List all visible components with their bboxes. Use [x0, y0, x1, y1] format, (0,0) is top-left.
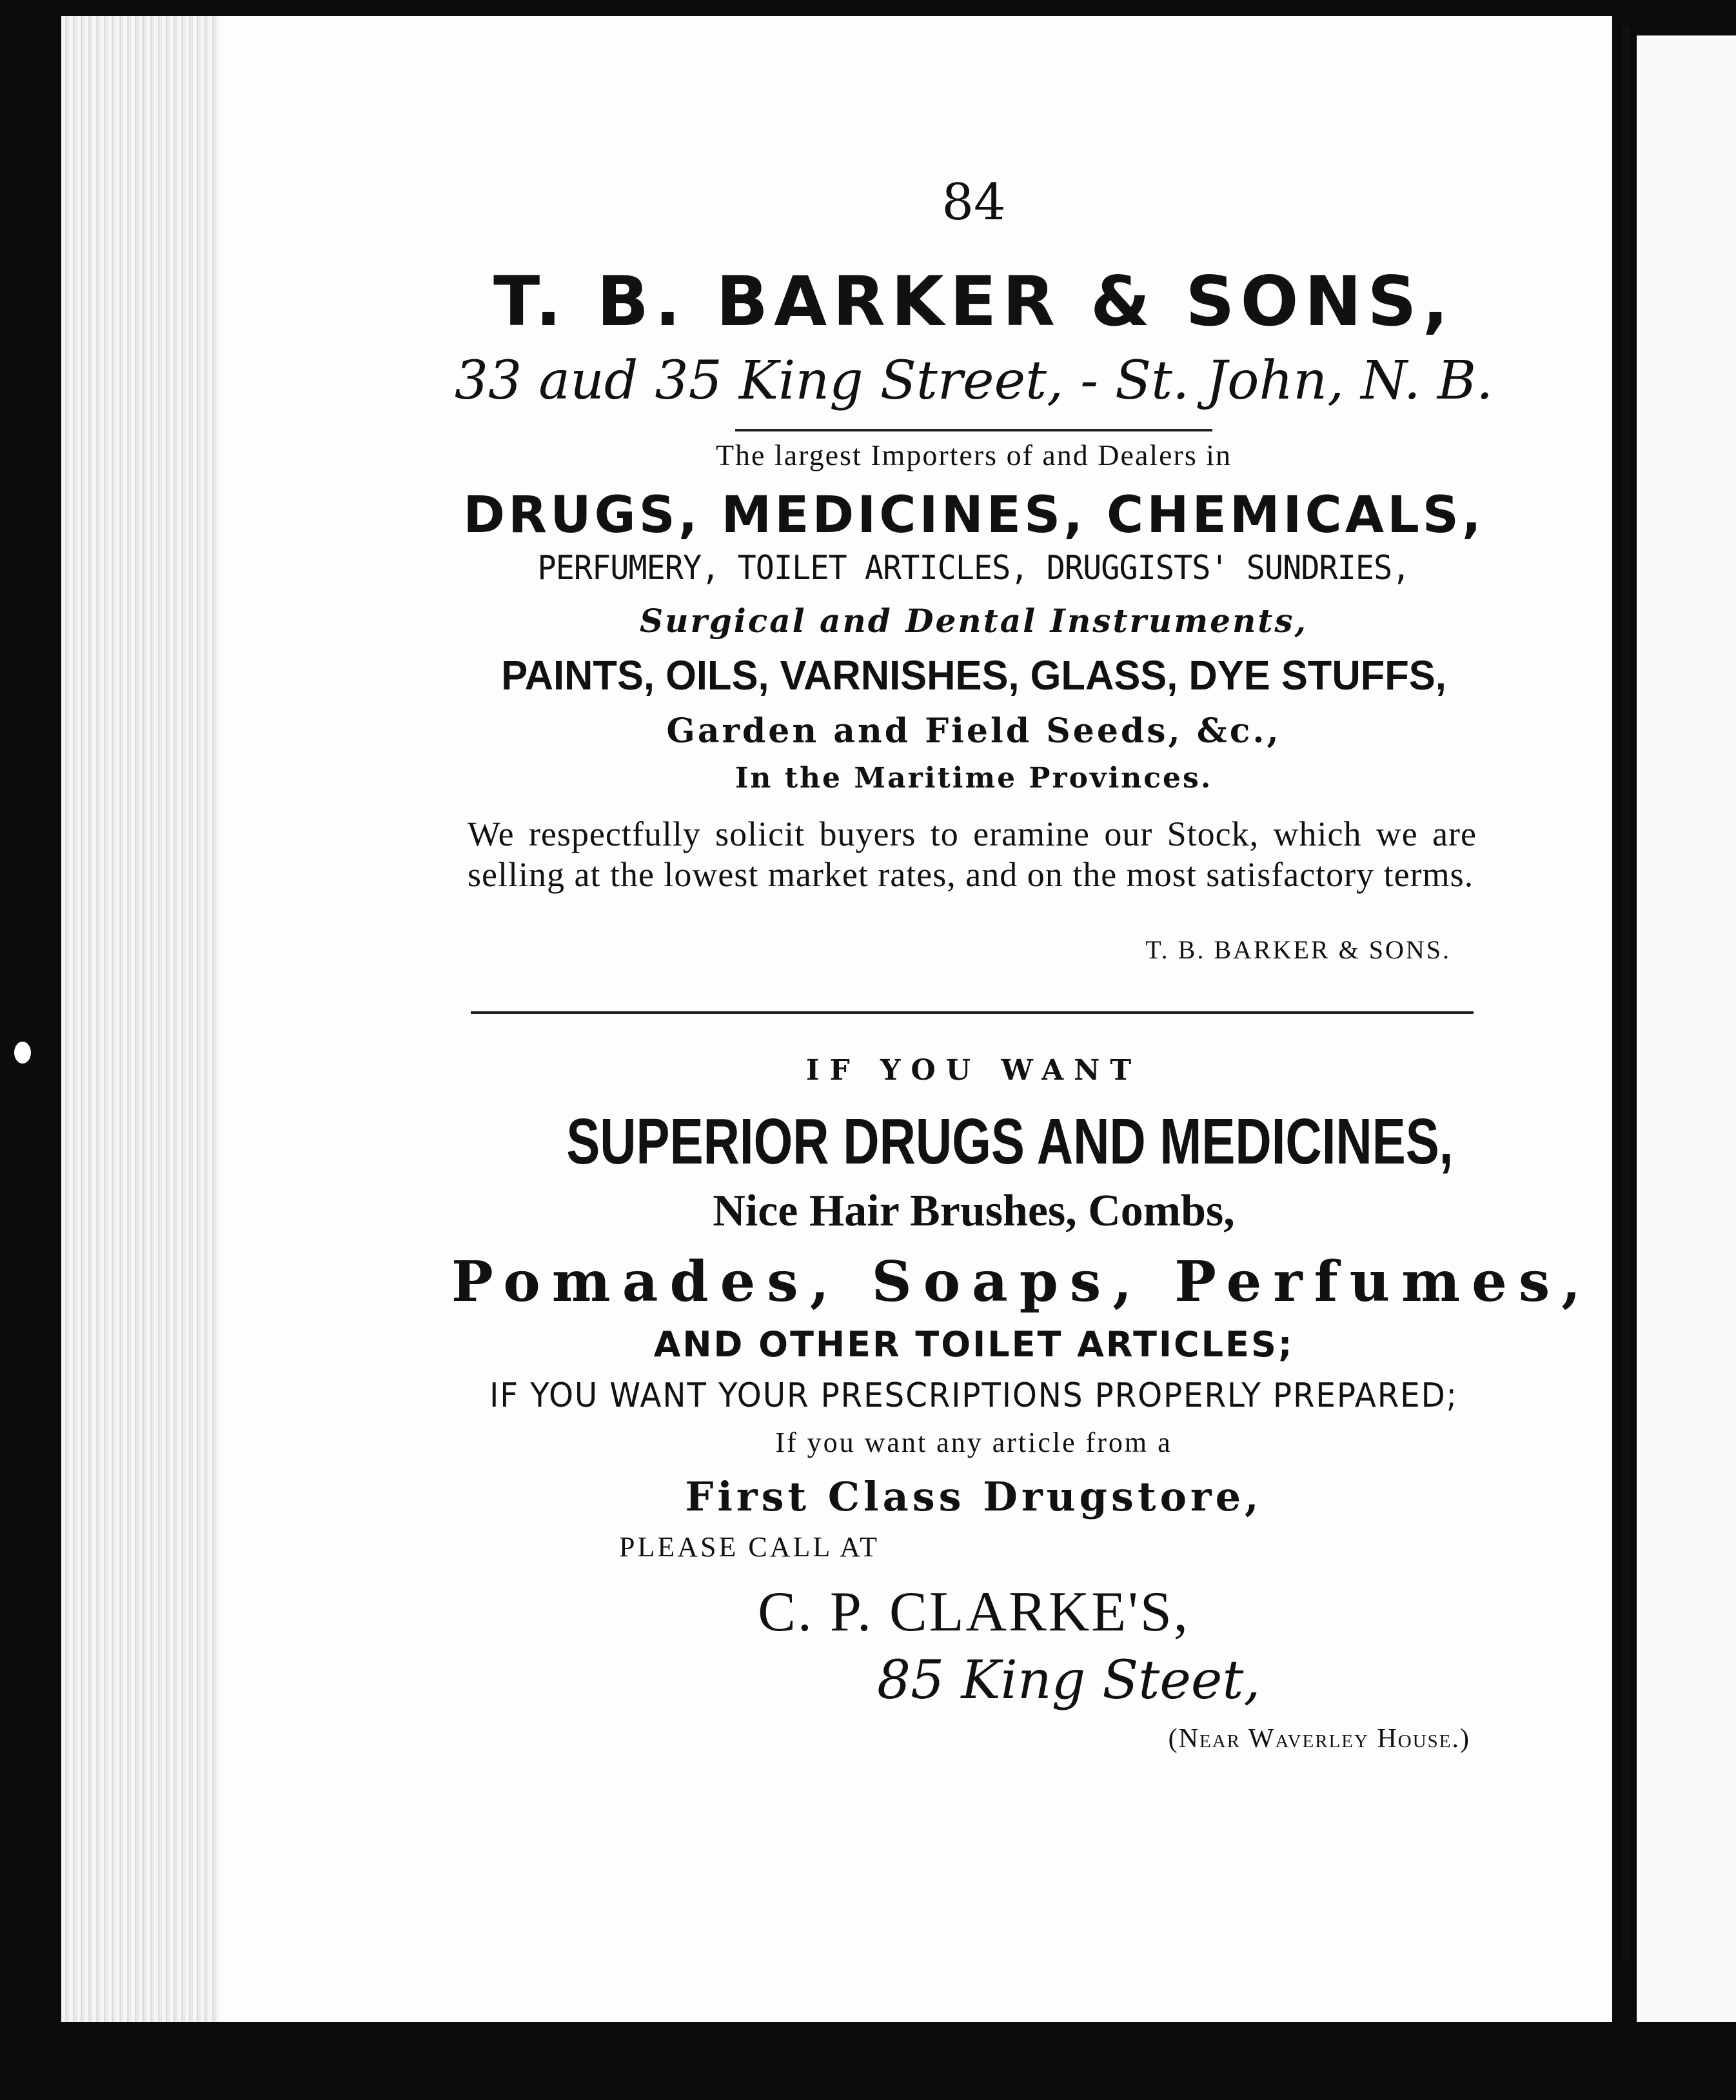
page-number: 84: [942, 173, 1006, 232]
page-edges: [61, 16, 219, 2022]
ad-divider: [471, 1011, 1474, 1014]
barker-paints-line: PAINTS, OILS, VARNISHES, GLASS, DYE STUFFS,: [501, 652, 1446, 698]
clarke-near-note: (Near Waverley House.): [1168, 1724, 1470, 1754]
clarke-article-line: If you want any article from a: [775, 1427, 1172, 1458]
gutter-shadow: [1622, 26, 1630, 1961]
clarke-street: 85 King Steet,: [877, 1650, 1261, 1711]
clarke-prescriptions-line: IF YOU WANT YOUR PRESCRIPTIONS PROPERLY PREPARED;: [489, 1376, 1458, 1415]
barker-title-rule: [735, 429, 1212, 431]
barker-perfumery-line: PERFUMERY, TOILET ARTICLES, DRUGGISTS' SUNDRIES,: [537, 549, 1410, 588]
barker-maritime-line: In the Maritime Provinces.: [735, 762, 1213, 795]
barker-title: T. B. BARKER & SONS,: [493, 262, 1454, 341]
barker-seeds-line: Garden and Field Seeds, &c.,: [666, 711, 1281, 751]
clarke-toilet-line: AND OTHER TOILET ARTICLES;: [653, 1324, 1294, 1365]
barker-body-text: We respectfully solicit buyers to eramine our Stock, which we are selling at the lowest market rates, and on the most satisfactory terms.: [468, 815, 1477, 894]
barker-intro: The largest Importers of and Dealers in: [715, 439, 1232, 471]
barker-drugs-line: DRUGS, MEDICINES, CHEMICALS,: [463, 486, 1484, 544]
barker-surgical-line: Surgical and Dental Instruments,: [640, 602, 1308, 640]
clarke-name: C. P. CLARKE'S,: [758, 1581, 1190, 1643]
clarke-superior-line: SUPERIOR DRUGS AND MEDICINES,: [566, 1105, 1454, 1178]
barker-address: 33 aud 35 King Street, - St. John, N. B.: [454, 350, 1494, 411]
clarke-if-you-want: IF YOU WANT: [805, 1054, 1142, 1087]
clarke-first-class-line: First Class Drugstore,: [685, 1473, 1263, 1520]
facing-page-edge: [1637, 35, 1736, 2022]
clarke-call-line: PLEASE CALL AT: [619, 1531, 880, 1563]
clarke-hair-line: Nice Hair Brushes, Combs,: [713, 1186, 1235, 1236]
clarke-pomades-line: Pomades, Soaps, Perfumes,: [451, 1249, 1593, 1314]
barker-signature: T. B. BARKER & SONS.: [1145, 935, 1451, 964]
margin-speck: [14, 1042, 31, 1064]
